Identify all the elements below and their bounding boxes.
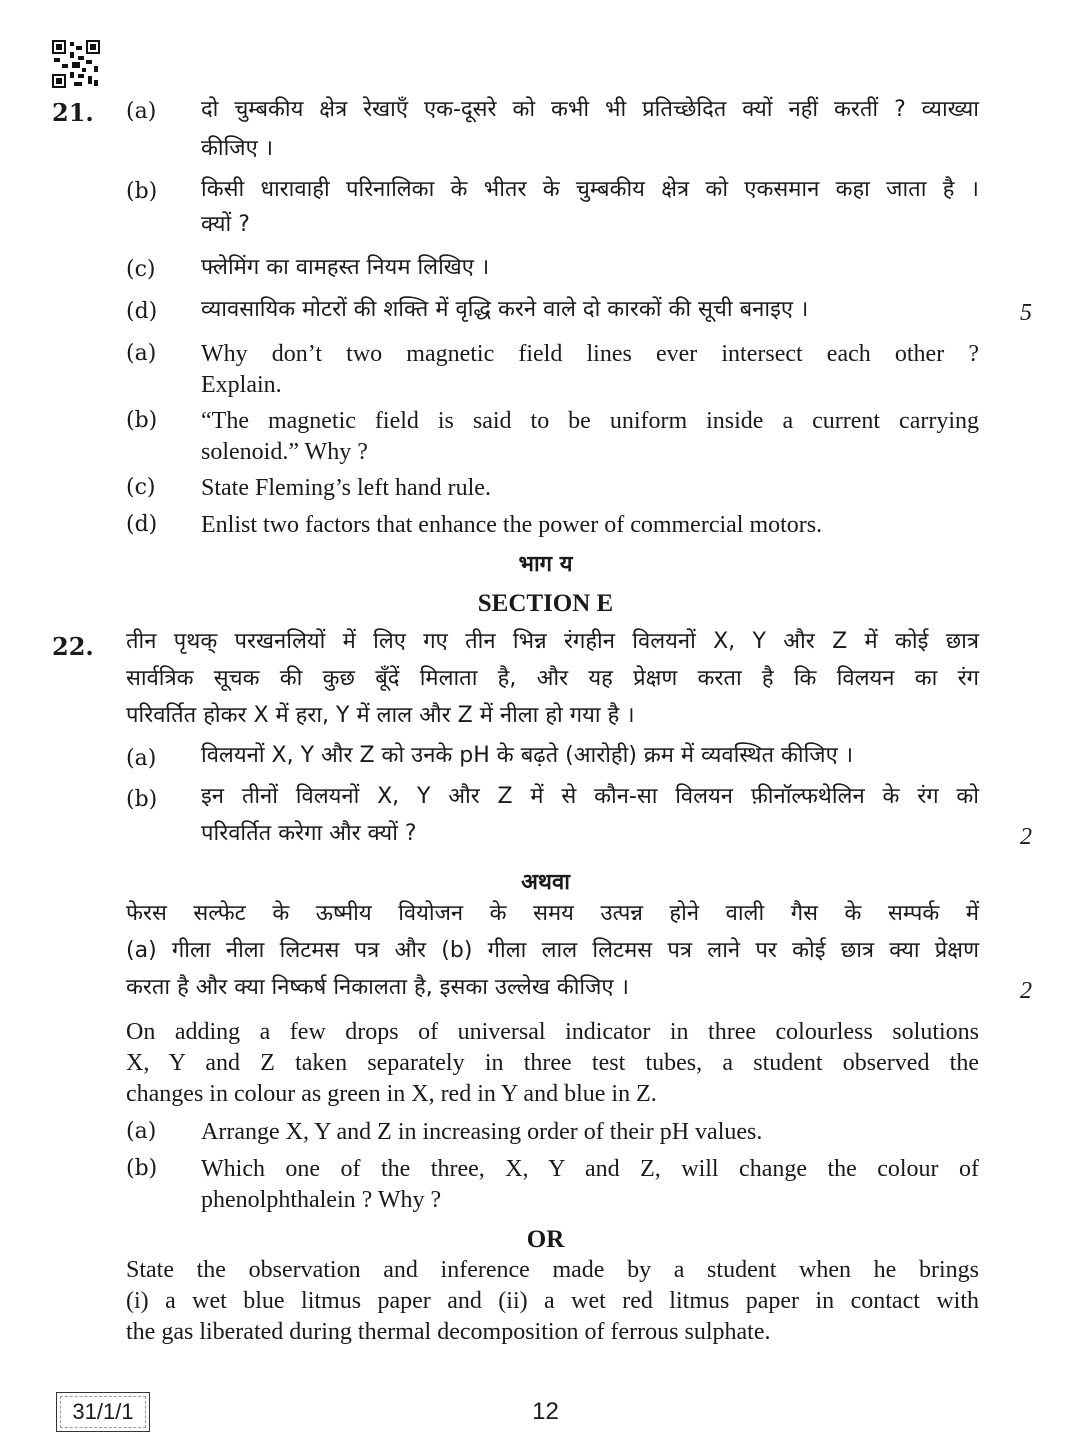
- question-text: इन तीनों विलयनों X, Y और Z में से कौन-सा विलयन फ़ीनॉल्फथेलिन के रंग को: [201, 784, 979, 809]
- question-text: solenoid.” Why ?: [201, 439, 368, 465]
- part-label: (a): [126, 746, 157, 771]
- question-text: changes in colour as green in X, red in Y and blue in Z.: [126, 1081, 657, 1107]
- question-text: तीन पृथक् परखनलियों में लिए गए तीन भिन्न रंगहीन विलयनों X, Y और Z में कोई छात्र: [126, 629, 979, 654]
- part-label: (b): [126, 787, 158, 812]
- question-text: विलयनों X, Y और Z को उनके pH के बढ़ते (आरोही) क्रम में व्यवस्थित कीजिए ।: [201, 743, 854, 768]
- question-text: Why don’t two magnetic field lines ever intersect each other ?: [201, 341, 979, 367]
- part-label: (b): [126, 1156, 158, 1181]
- part-label: (a): [126, 99, 157, 124]
- marks: 5: [1020, 300, 1032, 326]
- part-label: (d): [126, 299, 158, 324]
- question-text: करता है और क्या निष्कर्ष निकालता है, इसका उल्लेख कीजिए ।: [126, 975, 629, 1000]
- question-text: Enlist two factors that enhance the power of commercial motors.: [201, 512, 823, 538]
- marks: 2: [1020, 824, 1032, 850]
- or-heading: OR: [526, 1226, 565, 1253]
- question-text: Explain.: [201, 372, 282, 398]
- question-text: क्यों ?: [201, 212, 250, 237]
- question-text: फेरस सल्फेट के ऊष्मीय वियोजन के समय उत्पन्न होने वाली गैस के सम्पर्क में: [126, 901, 979, 926]
- question-text: State the observation and inference made by a student when he brings: [126, 1257, 979, 1283]
- question-number: 22.: [52, 632, 94, 661]
- question-text: Which one of the three, X, Y and Z, will change the colour of: [201, 1156, 979, 1182]
- question-text: कीजिए ।: [201, 136, 274, 161]
- section-heading: SECTION E: [477, 590, 614, 617]
- part-label: (b): [126, 179, 158, 204]
- question-text: X, Y and Z taken separately in three test tubes, a student observed the: [126, 1050, 979, 1076]
- part-label: (a): [126, 341, 157, 366]
- paper-code-text: 31/1/1: [72, 1399, 134, 1424]
- question-text: दो चुम्बकीय क्षेत्र रेखाएँ एक-दूसरे को कभी भी प्रतिच्छेदित क्यों नहीं करतीं ? व्याख्या: [201, 97, 979, 122]
- part-label: (c): [126, 257, 156, 282]
- part-label: (b): [126, 408, 158, 433]
- question-text: किसी धारावाही परिनालिका के भीतर के चुम्बकीय क्षेत्र को एकसमान कहा जाता है ।: [201, 177, 979, 202]
- marks: 2: [1020, 978, 1032, 1004]
- part-label: (a): [126, 1119, 157, 1144]
- question-text: On adding a few drops of universal indicator in three colourless solutions: [126, 1019, 979, 1045]
- part-label: (d): [126, 512, 158, 537]
- question-text: (a) गीला नीला लिटमस पत्र और (b) गीला लाल लिटमस पत्र लाने पर कोई छात्र क्या प्रेक्षण: [126, 938, 979, 963]
- question-text: State Fleming’s left hand rule.: [201, 475, 491, 501]
- qr-code-icon: [52, 40, 100, 88]
- question-text: phenolphthalein ? Why ?: [201, 1187, 442, 1213]
- question-text: Arrange X, Y and Z in increasing order of their pH values.: [201, 1119, 763, 1145]
- part-label: (c): [126, 475, 156, 500]
- or-heading-hindi: अथवा: [521, 870, 570, 895]
- question-text: परिवर्तित होकर X में हरा, Y में लाल और Z में नीला हो गया है ।: [126, 703, 635, 728]
- question-text: (i) a wet blue litmus paper and (ii) a wet red litmus paper in contact with: [126, 1288, 979, 1314]
- question-number: 21.: [52, 98, 94, 127]
- page-number: 12: [532, 1398, 559, 1425]
- question-text: फ्लेमिंग का वामहस्त नियम लिखिए ।: [201, 255, 490, 280]
- question-text: “The magnetic field is said to be uniform inside a current carrying: [201, 408, 979, 434]
- question-text: सार्वत्रिक सूचक की कुछ बूँदें मिलाता है, और यह प्रेक्षण करता है कि विलयन का रंग: [126, 666, 979, 691]
- question-text: व्यावसायिक मोटरों की शक्ति में वृद्धि करने वाले दो कारकों की सूची बनाइए ।: [201, 297, 809, 322]
- section-heading-hindi: भाग य: [518, 552, 573, 577]
- question-text: परिवर्तित करेगा और क्यों ?: [201, 821, 417, 846]
- question-text: the gas liberated during thermal decomposition of ferrous sulphate.: [126, 1319, 771, 1345]
